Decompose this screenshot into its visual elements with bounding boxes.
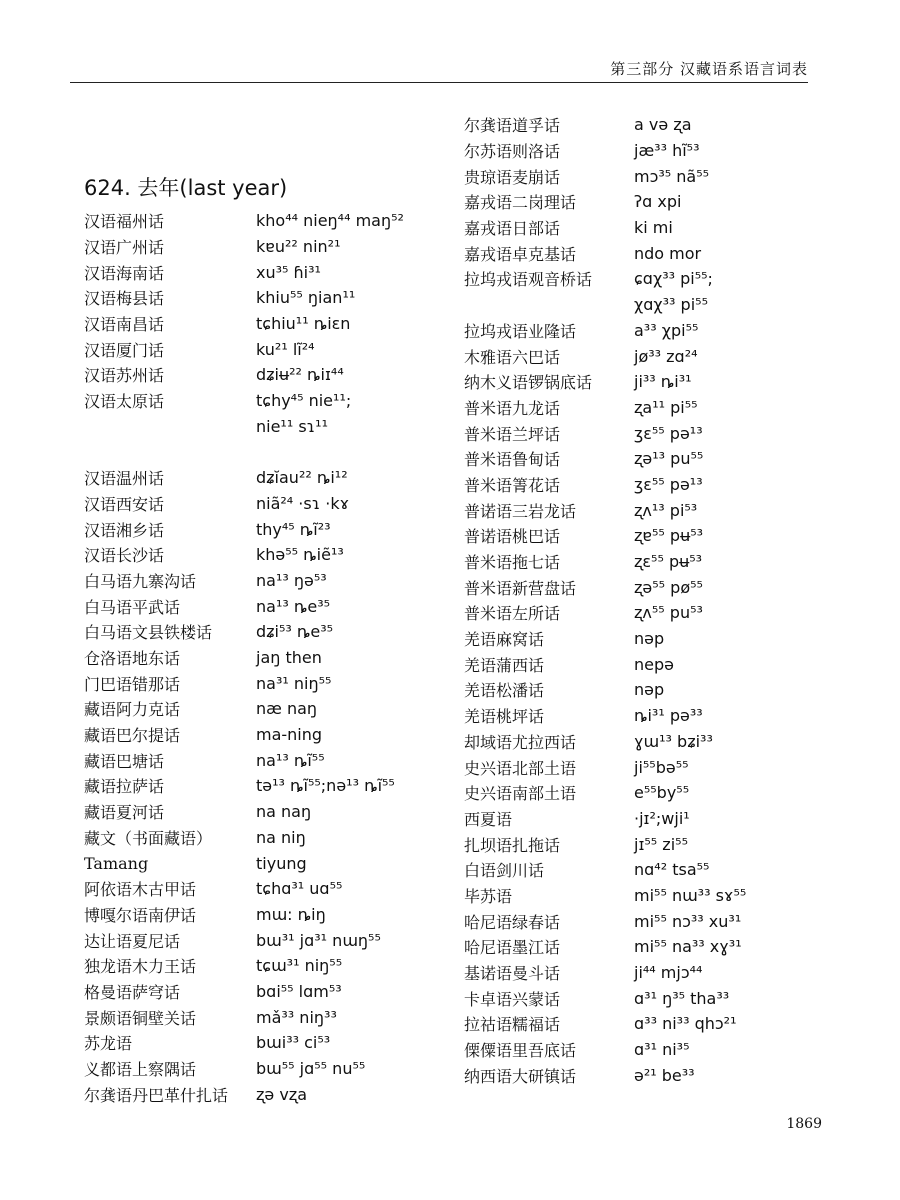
table-row: [84, 465, 444, 491]
table-row: [84, 670, 444, 696]
table-row: [84, 542, 444, 568]
language-name: 汉语太原话: [84, 392, 165, 412]
table-row: [464, 703, 824, 729]
language-name: 拉祜语糯福话: [464, 1015, 561, 1035]
table-row: [84, 362, 444, 388]
word-form: mɔ³⁵ nã⁵⁵: [634, 166, 710, 186]
table-row: [84, 259, 444, 285]
table-row: [464, 780, 824, 806]
word-form: na¹³ ȵĩ⁵⁵: [256, 750, 325, 770]
word-form: mi⁵⁵ nɔ³³ xu³¹: [634, 911, 742, 931]
language-name: 西夏语: [464, 809, 513, 829]
table-row: [84, 645, 444, 671]
word-form: a və ʐa: [634, 115, 692, 135]
table-row: [84, 619, 444, 645]
table-row: [84, 208, 444, 234]
language-name: 汉语广州话: [84, 238, 165, 258]
language-name: 普米语拖七话: [464, 553, 561, 573]
language-name: 汉语苏州话: [84, 366, 165, 386]
word-form: tɕhy⁴⁵ nie¹¹;: [256, 391, 352, 411]
language-name: 汉语福州话: [84, 212, 165, 232]
word-form: ʐʌ¹³ pi⁵³: [634, 500, 698, 520]
language-name: 尔苏语则洛话: [464, 142, 561, 162]
word-form: na¹³ ȵe³⁵: [256, 596, 331, 616]
table-row: [464, 266, 824, 292]
word-form: tɕɯ³¹ niŋ⁵⁵: [256, 956, 343, 976]
language-name: 扎坝语扎拖话: [464, 835, 561, 855]
word-form: thy⁴⁵ ȵĩ²³: [256, 519, 331, 539]
table-row: [464, 806, 824, 832]
language-name: 傈僳语里吾底话: [464, 1041, 577, 1061]
word-form: ji⁵⁵bə⁵⁵: [634, 757, 689, 777]
word-form: ɕɑχ³³ pi⁵⁵;: [634, 269, 713, 289]
word-form: bɯ⁵⁵ jɑ⁵⁵ nu⁵⁵: [256, 1059, 366, 1079]
table-row: [84, 311, 444, 337]
word-form: jæ³³ hĩ⁵³: [634, 141, 700, 161]
language-name: 普米语九龙话: [464, 398, 561, 418]
word-form: ə²¹ be³³: [634, 1065, 695, 1085]
word-form: ki mi: [634, 218, 673, 238]
word-form: ndo mor: [634, 243, 702, 263]
table-row: [464, 934, 824, 960]
language-name: 卡卓语兴蒙话: [464, 989, 561, 1009]
language-name: 却域语尤拉西话: [464, 732, 577, 752]
table-row: [84, 593, 444, 619]
table-row: [464, 369, 824, 395]
language-name: 苏龙语: [84, 1034, 133, 1054]
language-name: 哈尼语墨江话: [464, 938, 561, 958]
word-form: kɐu²² nin²¹: [256, 237, 341, 257]
table-row: [464, 574, 824, 600]
language-name: 木雅语六巴话: [464, 347, 561, 367]
table-row: [464, 343, 824, 369]
word-form: ʐə¹³ pu⁵⁵: [634, 449, 704, 469]
word-form: nie¹¹ sɿ¹¹: [256, 416, 328, 436]
word-form: nəp: [634, 680, 665, 700]
table-row: [84, 234, 444, 260]
table-row: [84, 953, 444, 979]
table-row: [464, 908, 824, 934]
word-form: mi⁵⁵ na³³ xɣ³¹: [634, 937, 742, 957]
language-name: 格曼语萨穹话: [84, 982, 181, 1002]
table-row: [84, 876, 444, 902]
table-row: [464, 677, 824, 703]
language-name: 汉语西安话: [84, 494, 165, 514]
table-row: [84, 825, 444, 851]
language-name: 羌语桃坪话: [464, 707, 545, 727]
language-name: 景颇语铜壁关话: [84, 1008, 197, 1028]
language-name: 白马语九寨沟话: [84, 571, 197, 591]
word-form: nepə: [634, 654, 674, 674]
table-row: [464, 189, 824, 215]
table-row: [84, 439, 444, 465]
table-row: [464, 1062, 824, 1088]
word-form: ma-ning: [256, 725, 323, 745]
language-name: 普米语箐花话: [464, 475, 561, 495]
word-form: tə¹³ ȵĩ⁵⁵;nə¹³ ȵĩ⁵⁵: [256, 776, 395, 796]
table-row: [464, 985, 824, 1011]
table-row: [84, 491, 444, 517]
word-form: ji⁴⁴ mjɔ⁴⁴: [634, 963, 703, 983]
table-row: [464, 420, 824, 446]
word-form: na niŋ: [256, 827, 306, 847]
table-row: [464, 240, 824, 266]
word-form: jø³³ zɑ²⁴: [634, 346, 698, 366]
language-name: 普诺语三岩龙话: [464, 501, 577, 521]
word-form: mǎ³³ niŋ³³: [256, 1007, 337, 1027]
word-form: χɑχ³³ pi⁵⁵: [634, 295, 708, 315]
table-row: [84, 336, 444, 362]
table-row: [464, 1011, 824, 1037]
word-form: jɪ⁵⁵ zi⁵⁵: [634, 834, 688, 854]
word-form: ȵi³¹ pə³³: [634, 706, 703, 726]
word-form: nəp: [634, 629, 665, 649]
word-form: ʔɑ xpi: [634, 192, 682, 212]
language-name: 汉语南昌话: [84, 315, 165, 335]
word-form: bɑi⁵⁵ lɑm⁵³: [256, 981, 342, 1001]
language-name: 史兴语北部土语: [464, 758, 577, 778]
table-row: [84, 1081, 444, 1107]
table-row: [84, 773, 444, 799]
table-row: [84, 799, 444, 825]
table-row: [464, 1037, 824, 1063]
language-name: 达让语夏尼话: [84, 931, 181, 951]
language-name: 普米语兰坪话: [464, 424, 561, 444]
language-name: 博嘎尔语南伊话: [84, 905, 197, 925]
table-row: [84, 1056, 444, 1082]
language-name: 仓洛语地东话: [84, 649, 181, 669]
language-name: 羌语蒲西话: [464, 655, 545, 675]
table-row: [464, 446, 824, 472]
language-name: 汉语海南话: [84, 263, 165, 283]
language-name: Tamang: [84, 853, 149, 873]
word-form: ku²¹ lĩ²⁴: [256, 339, 315, 359]
word-form: ʐə⁵⁵ pø⁵⁵: [634, 577, 703, 597]
word-form: tiyung: [256, 853, 307, 873]
language-name: 汉语梅县话: [84, 289, 165, 309]
language-name: 纳木义语锣锅底话: [464, 373, 593, 393]
language-name: 羌语松潘话: [464, 681, 545, 701]
word-form: bɯi³³ ci⁵³: [256, 1033, 331, 1053]
table-row: [464, 651, 824, 677]
table-row: [84, 850, 444, 876]
language-name: 门巴语错那话: [84, 674, 181, 694]
word-form: xu³⁵ ɦi³¹: [256, 262, 321, 282]
language-name: 羌语麻窝话: [464, 630, 545, 650]
table-row: [464, 472, 824, 498]
word-form: na¹³ ŋə⁵³: [256, 570, 327, 590]
language-name: 拉坞戎语业隆话: [464, 321, 577, 341]
table-row: [464, 215, 824, 241]
word-form: ʐɛ⁵⁵ pʉ⁵³: [634, 552, 703, 572]
table-row: [464, 163, 824, 189]
language-name: 史兴语南部土语: [464, 784, 577, 804]
word-form: khə⁵⁵ ȵiẽ¹³: [256, 545, 344, 565]
table-row: [464, 626, 824, 652]
language-name: 普米语新营盘话: [464, 578, 577, 598]
table-row: [84, 285, 444, 311]
word-form: ·jɪ²;wji¹: [634, 808, 690, 828]
language-name: 汉语厦门话: [84, 340, 165, 360]
word-form: na³¹ niŋ⁵⁵: [256, 673, 332, 693]
word-form: ʒɛ⁵⁵ pə¹³: [634, 474, 703, 494]
table-row: [464, 831, 824, 857]
table-row: [464, 292, 824, 318]
table-row: [464, 318, 824, 344]
table-row: [464, 395, 824, 421]
word-form: dʑiʉ²² ȵiɪ⁴⁴: [256, 365, 344, 385]
word-form: bɯ³¹ jɑ³¹ nɯŋ⁵⁵: [256, 930, 381, 950]
entry-title: 624. 去年(last year): [84, 176, 288, 200]
table-row: [464, 857, 824, 883]
word-form: ɣɯ¹³ bʑi³³: [634, 731, 713, 751]
word-form: niã²⁴ ·sɿ ·kɤ: [256, 493, 350, 513]
language-name: 白马语平武话: [84, 597, 181, 617]
word-form: ɑ³¹ ni³⁵: [634, 1040, 690, 1060]
language-name: 嘉戎语二岗理话: [464, 193, 577, 213]
table-row: [84, 568, 444, 594]
word-form: tɕhiu¹¹ ȵiɛn: [256, 314, 351, 334]
table-row: [464, 138, 824, 164]
word-form: ji³³ ȵi³¹: [634, 372, 692, 392]
language-name: 藏语阿力克话: [84, 700, 181, 720]
language-name: 纳西语大研镇话: [464, 1066, 577, 1086]
word-form: dʑi⁵³ ȵe³⁵: [256, 622, 334, 642]
table-row: [464, 600, 824, 626]
language-name: 阿依语木古甲话: [84, 880, 197, 900]
word-form: ʒɛ⁵⁵ pə¹³: [634, 423, 703, 443]
table-row: [84, 747, 444, 773]
table-row: [84, 722, 444, 748]
word-form: jaŋ then: [256, 648, 322, 668]
table-row: [84, 927, 444, 953]
language-name: 尔龚语道孚话: [464, 116, 561, 136]
table-row: [464, 729, 824, 755]
table-row: [464, 523, 824, 549]
word-form: ɑ³³ ni³³ qhɔ²¹: [634, 1014, 737, 1034]
language-name: 藏语夏河话: [84, 803, 165, 823]
language-name: 普米语左所话: [464, 604, 561, 624]
word-form: ɑ³¹ ŋ³⁵ tha³³: [634, 988, 730, 1008]
table-row: [464, 112, 824, 138]
word-form: ʐə vʐa: [256, 1084, 307, 1104]
table-row: [84, 902, 444, 928]
word-form: mi⁵⁵ nɯ³³ sɤ⁵⁵: [634, 885, 747, 905]
word-form: a³³ χpi⁵⁵: [634, 320, 699, 340]
word-form: mɯ: ȵiŋ: [256, 904, 326, 924]
language-name: 毕苏语: [464, 886, 513, 906]
language-name: 尔龚语丹巴革什扎话: [84, 1085, 229, 1105]
language-name: 嘉戎语卓克基话: [464, 244, 577, 264]
language-name: 独龙语木力王话: [84, 957, 197, 977]
language-name: 汉语长沙话: [84, 546, 165, 566]
table-row: [464, 883, 824, 909]
language-name: 白马语文县铁楼话: [84, 623, 213, 643]
word-form: nɑ⁴² tsa⁵⁵: [634, 860, 710, 880]
table-row: [464, 549, 824, 575]
language-name: 哈尼语绿春话: [464, 912, 561, 932]
header-rule: [70, 82, 808, 83]
table-row: [84, 979, 444, 1005]
table-row: [84, 1004, 444, 1030]
word-form: næ naŋ: [256, 699, 318, 719]
language-name: 白语剑川话: [464, 861, 545, 881]
word-form: ʐʌ⁵⁵ pu⁵³: [634, 603, 703, 623]
word-form: dʑĭau²² ȵi¹²: [256, 468, 348, 488]
table-row: [464, 754, 824, 780]
table-row: [84, 696, 444, 722]
language-name: 义都语上察隅话: [84, 1060, 197, 1080]
language-name: 拉坞戎语观音桥话: [464, 270, 593, 290]
table-row: [464, 960, 824, 986]
language-name: 藏语巴塘话: [84, 751, 165, 771]
word-form: tɕhɑ³¹ uɑ⁵⁵: [256, 879, 343, 899]
language-name: 普米语鲁甸话: [464, 450, 561, 470]
word-form: ʐa¹¹ pi⁵⁵: [634, 397, 698, 417]
right-column: [464, 112, 824, 1088]
language-name: 贵琼语麦崩话: [464, 167, 561, 187]
language-name: 藏语巴尔提话: [84, 726, 181, 746]
table-row: [464, 497, 824, 523]
language-name: 汉语温州话: [84, 469, 165, 489]
language-name: 嘉戎语日部话: [464, 219, 561, 239]
word-form: khiu⁵⁵ ŋian¹¹: [256, 288, 356, 308]
language-name: 普诺语桃巴话: [464, 527, 561, 547]
language-name: 藏文（书面藏语）: [84, 828, 213, 848]
word-form: e⁵⁵by⁵⁵: [634, 783, 690, 803]
left-column: [84, 208, 444, 1107]
word-form: na naŋ: [256, 802, 312, 822]
page-number: 1869: [786, 1116, 822, 1132]
language-name: 汉语湘乡话: [84, 520, 165, 540]
table-row: [84, 1030, 444, 1056]
running-header: 第三部分 汉藏语系语言词表: [610, 60, 808, 78]
word-form: kho⁴⁴ nieŋ⁴⁴ maŋ⁵²: [256, 211, 404, 231]
word-form: ʐɐ⁵⁵ pʉ⁵³: [634, 526, 704, 546]
table-row: [84, 388, 444, 414]
table-row: [84, 414, 444, 440]
language-name: 藏语拉萨话: [84, 777, 165, 797]
language-name: 基诺语曼斗话: [464, 964, 561, 984]
table-row: [84, 516, 444, 542]
